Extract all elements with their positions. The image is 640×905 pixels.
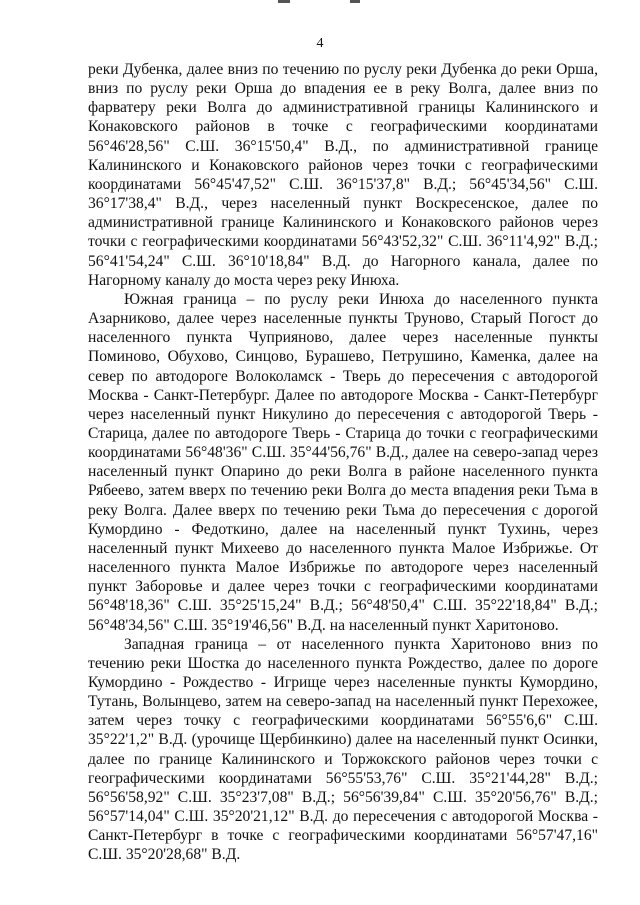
paragraph-western-border: Западная граница – от населенного пункта Харитоново вниз по течению реки Шостка до населенного пункта Рождество, далее по дороге Кумордино - Рождество - Игрище через населенные пункты Кумордино, Тутань, Волынцево, затем на северо-запад на населенный пункт Перехожее, затем через точку с географическими координатами 56°55'6,6" С.Ш. 35°22'1,2" В.Д. (урочище Щербинкино) далее на населенный пункт Осинки, далее по границе Калининского и Торжокского районов через точки с географическими координатами 56°55'53,76" С.Ш. 35°21'44,28" В.Д.; 56°56'58,92" С.Ш. 35°23'7,08" В.Д.; 56°56'39,84" С.Ш. 35°20'56,76" В.Д.; 56°57'14,04" С.Ш. 35°20'21,12" В.Д. до пересечения с автодорогой Москва - Санкт-Петербург в точке с географическими координатами 56°57'47,16" С.Ш. 35°20'28,68" В.Д. xyxy=(88,635,598,864)
paragraph-northern-continuation: реки Дубенка, далее вниз по течению по руслу реки Дубенка до реки Орша, вниз по руслу реки Орша до впадения ее в реку Волга, далее вниз по фарватеру реки Волга до административной границы Калининского и Конаковского районов в точке с географическими координатами 56°46'28,56" С.Ш. 36°15'50,4" В.Д., по административной границе Калининского и Конаковского районов через точки с географическими координатами 56°45'47,52" С.Ш. 36°15'37,8" В.Д.; 56°45'34,56" С.Ш. 36°17'38,4" В.Д., через населенный пункт Воскресенское, далее по административной границе Калининского и Конаковского районов через точки с географическими координатами 56°43'52,32" С.Ш. 36°11'4,92" В.Д.; 56°41'54,24" С.Ш. 36°10'18,84" В.Д. до Нагорного канала, далее по Нагорному каналу до моста через реку Инюха. xyxy=(88,61,598,289)
scan-artifact-mark xyxy=(278,0,290,3)
scan-artifact-mark xyxy=(350,0,360,3)
paragraph-southern-border: Южная граница – по руслу реки Инюха до населенного пункта Азарниково, далее через населенные пункты Труново, Старый Погост до населенного пункта Чуприяново, далее через населенные пункты Поминово, Обухово, Синцово, Бурашево, Петрушино, Каменка, далее на север по автодороге Волоколамск - Тверь до пересечения с автодорогой Москва - Санкт-Петербург. Далее по автодороге Москва - Санкт-Петербург через населенный пункт Никулино до пересечения с автодорогой Тверь - Старица, далее по автодороге Тверь - Старица до точки с географическими координатами 56°48'36" С.Ш. 35°44'56,76" В.Д., далее на северо-запад через населенный пункт Опарино до реки Волга в районе населенного пункта Рябеево, затем вверх по течению реки Волга до места впадения реки Тьма в реку Волга. Далее вверх по течению реки Тьма до пересечения с дорогой Кумордино - Федоткино, далее на населенный пункт Тухинь, через населенный пункт Михеево до населенного пункта Малое Избрижье. От населенного пункта Малое Избрижье по автодороге через населенный пункт Заборовье и далее через точки с географическими координатами 56°48'18,36" С.Ш. 35°25'15,24" В.Д.; 56°48'50,4" С.Ш. 35°22'18,84" В.Д.; 56°48'34,56" С.Ш. 35°19'46,56" В.Д. на населенный пункт Харитоново. xyxy=(88,290,598,634)
page-number: 4 xyxy=(316,36,324,51)
document-body xyxy=(88,60,598,865)
